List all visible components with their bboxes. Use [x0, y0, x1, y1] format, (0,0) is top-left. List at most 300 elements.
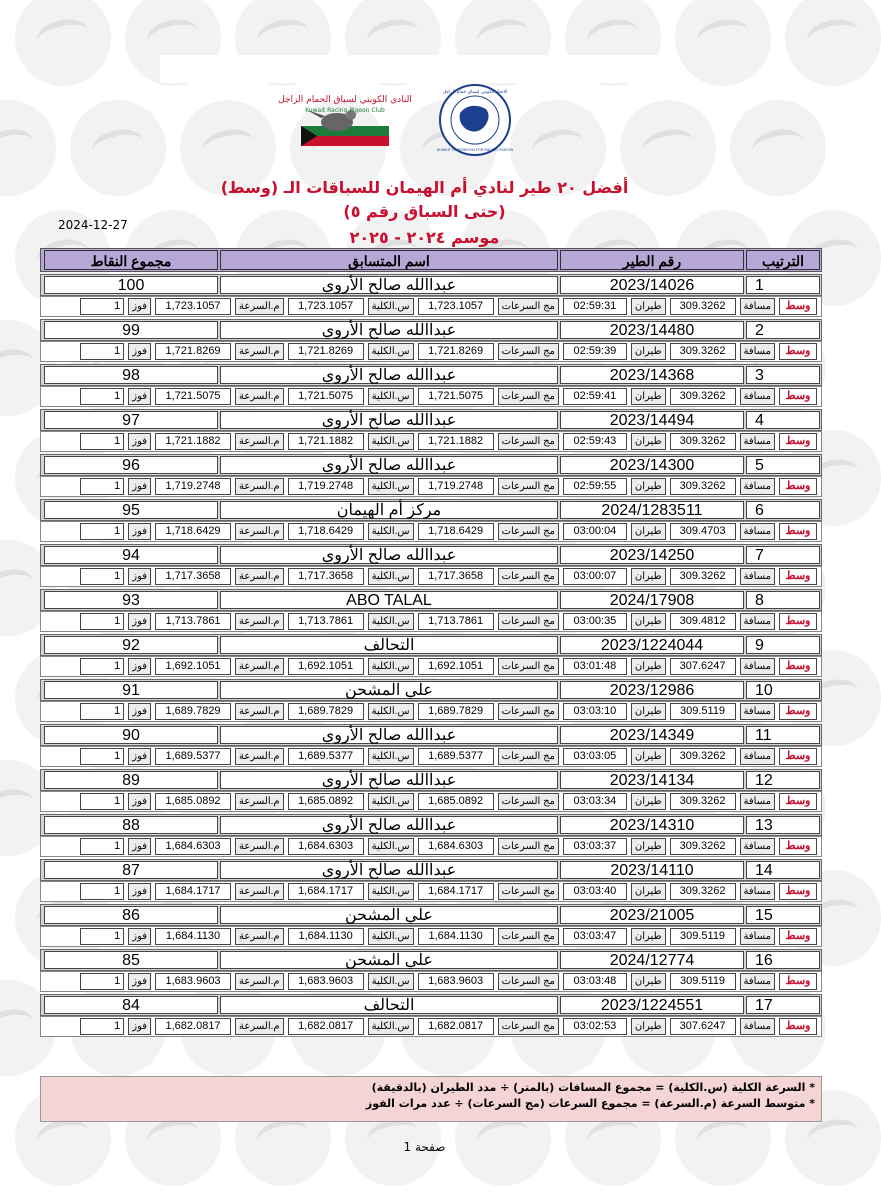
wins-cell: 1 — [80, 343, 124, 360]
bird-number-cell: 2023/14110 — [560, 861, 744, 879]
sum-speeds-label: مج السرعات — [498, 838, 559, 855]
entry-main-row — [40, 994, 822, 1016]
wins-cell: 1 — [80, 793, 124, 810]
rank-cell: 4 — [746, 411, 820, 429]
page-number: صفحة 1 — [403, 1140, 446, 1154]
header-total-points: مجموع النقاط — [44, 250, 218, 270]
distance-label: مسافة — [740, 613, 775, 630]
total-speed-cell: 1,685.0892 — [288, 793, 364, 810]
wins-cell: 1 — [80, 523, 124, 540]
avg-speed-cell: 1,713.7861 — [155, 613, 231, 630]
flight-label: طيران — [631, 613, 666, 630]
flight-time-cell: 02:59:55 — [563, 478, 627, 495]
rank-cell: 11 — [746, 726, 820, 744]
distance-label: مسافة — [740, 433, 775, 450]
flight-time-cell: 03:03:48 — [563, 973, 627, 990]
rank-cell: 7 — [746, 546, 820, 564]
table-row — [40, 814, 822, 857]
entry-detail-row — [40, 521, 822, 542]
flight-label: طيران — [631, 883, 666, 900]
sum-speeds-label: مج السرعات — [498, 703, 559, 720]
region-cell: وسط — [779, 748, 817, 765]
distance-cell: 309.3262 — [670, 388, 736, 405]
sum-speeds-label: مج السرعات — [498, 568, 559, 585]
points-cell: 91 — [44, 681, 218, 699]
rank-cell: 16 — [746, 951, 820, 969]
total-speed-cell: 1,721.1882 — [288, 433, 364, 450]
avg-speed-label: م.السرعة — [235, 433, 284, 450]
entry-main-row — [40, 274, 822, 296]
points-cell: 86 — [44, 906, 218, 924]
wins-cell: 1 — [80, 298, 124, 315]
bird-number-cell: 2023/14026 — [560, 276, 744, 294]
avg-speed-label: م.السرعة — [235, 703, 284, 720]
entry-main-row — [40, 679, 822, 701]
wins-cell: 1 — [80, 703, 124, 720]
region-cell: وسط — [779, 838, 817, 855]
region-cell: وسط — [779, 793, 817, 810]
table-row — [40, 454, 822, 497]
distance-cell: 309.3262 — [670, 478, 736, 495]
sum-speeds-cell: 1,683.9603 — [418, 973, 494, 990]
svg-text:النادي الكويتي لسباق الحمام ال: النادي الكويتي لسباق الحمام الزاجل — [278, 95, 412, 105]
sum-speeds-cell: 1,713.7861 — [418, 613, 494, 630]
wins-label: فوز — [128, 388, 151, 405]
flight-label: طيران — [631, 388, 666, 405]
sum-speeds-label: مج السرعات — [498, 793, 559, 810]
flight-time-cell: 03:00:04 — [563, 523, 627, 540]
total-speed-label: س.الكلية — [368, 928, 414, 945]
avg-speed-label: م.السرعة — [235, 613, 284, 630]
distance-cell: 309.4812 — [670, 613, 736, 630]
avg-speed-cell: 1,685.0892 — [155, 793, 231, 810]
wins-label: فوز — [128, 883, 151, 900]
points-cell: 98 — [44, 366, 218, 384]
wins-label: فوز — [128, 748, 151, 765]
sum-speeds-label: مج السرعات — [498, 658, 559, 675]
table-header — [40, 248, 822, 272]
wins-label: فوز — [128, 1018, 151, 1035]
points-cell: 93 — [44, 591, 218, 609]
region-cell: وسط — [779, 1018, 817, 1035]
total-speed-label: س.الكلية — [368, 433, 414, 450]
wins-label: فوز — [128, 928, 151, 945]
distance-label: مسافة — [740, 568, 775, 585]
total-speed-cell: 1,684.1717 — [288, 883, 364, 900]
points-cell: 89 — [44, 771, 218, 789]
avg-speed-label: م.السرعة — [235, 388, 284, 405]
sum-speeds-label: مج السرعات — [498, 973, 559, 990]
wins-label: فوز — [128, 343, 151, 360]
avg-speed-cell: 1,721.5075 — [155, 388, 231, 405]
distance-cell: 309.3262 — [670, 883, 736, 900]
note-average-speed: * متوسط السرعة (م.السرعة) = مجموع السرعات (مج السرعات) ÷ عدد مرات الفوز — [365, 1097, 815, 1110]
table-row — [40, 589, 822, 632]
sum-speeds-cell: 1,721.8269 — [418, 343, 494, 360]
total-speed-cell: 1,683.9603 — [288, 973, 364, 990]
competitor-name-cell: عبداالله صالح الأروي — [220, 456, 558, 474]
entry-detail-row — [40, 881, 822, 902]
wins-label: فوز — [128, 523, 151, 540]
points-cell: 100 — [44, 276, 218, 294]
distance-label: مسافة — [740, 838, 775, 855]
points-cell: 88 — [44, 816, 218, 834]
flight-label: طيران — [631, 973, 666, 990]
competitor-name-cell: عبداالله صالح الأروي — [220, 771, 558, 789]
entry-main-row — [40, 634, 822, 656]
total-speed-cell: 1,713.7861 — [288, 613, 364, 630]
formula-notes — [40, 1076, 822, 1122]
flight-label: طيران — [631, 523, 666, 540]
entry-main-row — [40, 589, 822, 611]
bird-number-cell: 2023/14300 — [560, 456, 744, 474]
table-row — [40, 994, 822, 1037]
entry-main-row — [40, 949, 822, 971]
avg-speed-cell: 1,683.9603 — [155, 973, 231, 990]
redacted-area — [160, 55, 672, 83]
avg-speed-label: م.السرعة — [235, 928, 284, 945]
sum-speeds-cell: 1,689.7829 — [418, 703, 494, 720]
avg-speed-cell: 1,717.3658 — [155, 568, 231, 585]
total-speed-label: س.الكلية — [368, 703, 414, 720]
wins-label: فوز — [128, 838, 151, 855]
competitor-name-cell: عبداالله صالح الأروي — [220, 816, 558, 834]
sum-speeds-cell: 1,721.1882 — [418, 433, 494, 450]
sum-speeds-label: مج السرعات — [498, 1018, 559, 1035]
avg-speed-label: م.السرعة — [235, 478, 284, 495]
entry-detail-row — [40, 431, 822, 452]
entry-detail-row — [40, 791, 822, 812]
bird-number-cell: 2023/14494 — [560, 411, 744, 429]
table-row — [40, 544, 822, 587]
competitor-name-cell: التحالف — [220, 636, 558, 654]
total-speed-label: س.الكلية — [368, 613, 414, 630]
table-row — [40, 949, 822, 992]
sum-speeds-label: مج السرعات — [498, 478, 559, 495]
total-speed-cell: 1,682.0817 — [288, 1018, 364, 1035]
sum-speeds-cell: 1,685.0892 — [418, 793, 494, 810]
avg-speed-cell: 1,692.1051 — [155, 658, 231, 675]
entry-detail-row — [40, 926, 822, 947]
rank-cell: 8 — [746, 591, 820, 609]
flight-time-cell: 03:01:48 — [563, 658, 627, 675]
avg-speed-label: م.السرعة — [235, 838, 284, 855]
entry-detail-row — [40, 836, 822, 857]
rank-cell: 17 — [746, 996, 820, 1014]
wins-cell: 1 — [80, 568, 124, 585]
wins-cell: 1 — [80, 388, 124, 405]
wins-label: فوز — [128, 568, 151, 585]
flight-time-cell: 03:03:34 — [563, 793, 627, 810]
distance-label: مسافة — [740, 883, 775, 900]
total-speed-label: س.الكلية — [368, 523, 414, 540]
competitor-name-cell: علي المشحن — [220, 681, 558, 699]
distance-label: مسافة — [740, 478, 775, 495]
flight-label: طيران — [631, 658, 666, 675]
distance-label: مسافة — [740, 523, 775, 540]
entry-detail-row — [40, 656, 822, 677]
bird-number-cell: 2023/14368 — [560, 366, 744, 384]
region-cell: وسط — [779, 928, 817, 945]
total-speed-cell: 1,719.2748 — [288, 478, 364, 495]
competitor-name-cell: عبداالله صالح الأروي — [220, 546, 558, 564]
competitor-name-cell: علي المشحن — [220, 951, 558, 969]
total-speed-label: س.الكلية — [368, 1018, 414, 1035]
sum-speeds-label: مج السرعات — [498, 748, 559, 765]
entry-main-row — [40, 319, 822, 341]
distance-label: مسافة — [740, 703, 775, 720]
table-row — [40, 904, 822, 947]
points-cell: 94 — [44, 546, 218, 564]
avg-speed-cell: 1,689.5377 — [155, 748, 231, 765]
header-rank: الترتيب — [746, 250, 820, 270]
bird-number-cell: 2023/1224044 — [560, 636, 744, 654]
table-row — [40, 724, 822, 767]
entry-main-row — [40, 859, 822, 881]
flight-label: طيران — [631, 748, 666, 765]
bird-number-cell: 2023/14134 — [560, 771, 744, 789]
entry-detail-row — [40, 746, 822, 767]
entry-main-row — [40, 769, 822, 791]
distance-cell: 309.3262 — [670, 748, 736, 765]
points-cell: 85 — [44, 951, 218, 969]
wins-label: فوز — [128, 478, 151, 495]
points-cell: 99 — [44, 321, 218, 339]
report-subtitle: (حتى السباق رقم ٥) — [343, 202, 506, 221]
flight-time-cell: 02:59:41 — [563, 388, 627, 405]
bird-number-cell: 2023/1224551 — [560, 996, 744, 1014]
total-speed-label: س.الكلية — [368, 388, 414, 405]
wins-label: فوز — [128, 433, 151, 450]
bird-number-cell: 2023/21005 — [560, 906, 744, 924]
total-speed-cell: 1,718.6429 — [288, 523, 364, 540]
competitor-name-cell: مركز أم الهيمان — [220, 501, 558, 519]
bird-number-cell: 2023/14250 — [560, 546, 744, 564]
wins-cell: 1 — [80, 973, 124, 990]
entry-main-row — [40, 499, 822, 521]
distance-label: مسافة — [740, 388, 775, 405]
entry-detail-row — [40, 296, 822, 317]
bird-number-cell: 2024/12774 — [560, 951, 744, 969]
entry-detail-row — [40, 341, 822, 362]
total-speed-label: س.الكلية — [368, 343, 414, 360]
competitor-name-cell: عبداالله صالح الأروي — [220, 276, 558, 294]
header-competitor-name: اسم المتسابق — [220, 250, 558, 270]
region-cell: وسط — [779, 703, 817, 720]
avg-speed-label: م.السرعة — [235, 343, 284, 360]
distance-cell: 309.4703 — [670, 523, 736, 540]
competitor-name-cell: عبداالله صالح الأروي — [220, 321, 558, 339]
distance-label: مسافة — [740, 928, 775, 945]
competitor-name-cell: التحالف — [220, 996, 558, 1014]
sum-speeds-label: مج السرعات — [498, 388, 559, 405]
bird-number-cell: 2023/14310 — [560, 816, 744, 834]
distance-label: مسافة — [740, 1018, 775, 1035]
points-cell: 97 — [44, 411, 218, 429]
flight-label: طيران — [631, 568, 666, 585]
region-cell: وسط — [779, 973, 817, 990]
total-speed-label: س.الكلية — [368, 838, 414, 855]
table-row — [40, 319, 822, 362]
points-cell: 92 — [44, 636, 218, 654]
rankings-table — [40, 248, 822, 1039]
distance-cell: 309.3262 — [670, 568, 736, 585]
flight-time-cell: 03:02:53 — [563, 1018, 627, 1035]
total-speed-label: س.الكلية — [368, 568, 414, 585]
sum-speeds-cell: 1,682.0817 — [418, 1018, 494, 1035]
flight-time-cell: 02:59:39 — [563, 343, 627, 360]
total-speed-label: س.الكلية — [368, 883, 414, 900]
total-speed-cell: 1,689.7829 — [288, 703, 364, 720]
wins-label: فوز — [128, 298, 151, 315]
region-cell: وسط — [779, 613, 817, 630]
table-row — [40, 679, 822, 722]
distance-label: مسافة — [740, 343, 775, 360]
wins-label: فوز — [128, 793, 151, 810]
sum-speeds-cell: 1,692.1051 — [418, 658, 494, 675]
entry-main-row — [40, 364, 822, 386]
flight-time-cell: 03:03:40 — [563, 883, 627, 900]
distance-cell: 309.3262 — [670, 433, 736, 450]
distance-label: مسافة — [740, 793, 775, 810]
total-speed-label: س.الكلية — [368, 658, 414, 675]
sum-speeds-cell: 1,717.3658 — [418, 568, 494, 585]
competitor-name-cell: ABO TALAL — [220, 591, 558, 609]
entry-detail-row — [40, 386, 822, 407]
wins-cell: 1 — [80, 478, 124, 495]
distance-label: مسافة — [740, 298, 775, 315]
points-cell: 90 — [44, 726, 218, 744]
rank-cell: 2 — [746, 321, 820, 339]
distance-cell: 309.3262 — [670, 793, 736, 810]
flight-time-cell: 03:00:07 — [563, 568, 627, 585]
svg-text:Kuwait Racing Pigeon Club: Kuwait Racing Pigeon Club — [305, 107, 385, 114]
region-cell: وسط — [779, 298, 817, 315]
region-cell: وسط — [779, 433, 817, 450]
competitor-name-cell: عبداالله صالح الأروي — [220, 726, 558, 744]
region-cell: وسط — [779, 388, 817, 405]
total-speed-label: س.الكلية — [368, 973, 414, 990]
entry-main-row — [40, 544, 822, 566]
rank-cell: 5 — [746, 456, 820, 474]
sum-speeds-cell: 1,723.1057 — [418, 298, 494, 315]
bird-number-cell: 2024/1283511 — [560, 501, 744, 519]
bird-number-cell: 2024/17908 — [560, 591, 744, 609]
competitor-name-cell: علي المشحن — [220, 906, 558, 924]
entry-main-row — [40, 409, 822, 431]
total-speed-label: س.الكلية — [368, 298, 414, 315]
wins-cell: 1 — [80, 838, 124, 855]
wins-cell: 1 — [80, 883, 124, 900]
flight-time-cell: 02:59:43 — [563, 433, 627, 450]
club-logo-icon — [278, 88, 412, 158]
table-row — [40, 364, 822, 407]
wins-label: فوز — [128, 973, 151, 990]
rank-cell: 9 — [746, 636, 820, 654]
distance-cell: 309.5119 — [670, 928, 736, 945]
region-cell: وسط — [779, 658, 817, 675]
flight-label: طيران — [631, 298, 666, 315]
table-row — [40, 634, 822, 677]
rank-cell: 1 — [746, 276, 820, 294]
sum-speeds-cell: 1,684.6303 — [418, 838, 494, 855]
sum-speeds-cell: 1,684.1717 — [418, 883, 494, 900]
entry-detail-row — [40, 1016, 822, 1037]
entry-main-row — [40, 814, 822, 836]
total-speed-cell: 1,717.3658 — [288, 568, 364, 585]
wins-cell: 1 — [80, 928, 124, 945]
svg-text:الاتحاد الكويتي لسباق حمام الز: الاتحاد الكويتي لسباق حمام الزاجل — [442, 90, 508, 95]
avg-speed-cell: 1,718.6429 — [155, 523, 231, 540]
table-row — [40, 859, 822, 902]
total-speed-cell: 1,723.1057 — [288, 298, 364, 315]
avg-speed-cell: 1,721.8269 — [155, 343, 231, 360]
flight-time-cell: 03:03:37 — [563, 838, 627, 855]
total-speed-cell: 1,689.5377 — [288, 748, 364, 765]
bird-number-cell: 2023/14480 — [560, 321, 744, 339]
distance-label: مسافة — [740, 658, 775, 675]
rank-cell: 10 — [746, 681, 820, 699]
wins-cell: 1 — [80, 433, 124, 450]
flight-label: طيران — [631, 1018, 666, 1035]
distance-cell: 307.6247 — [670, 1018, 736, 1035]
flight-label: طيران — [631, 343, 666, 360]
flight-time-cell: 03:03:05 — [563, 748, 627, 765]
avg-speed-cell: 1,682.0817 — [155, 1018, 231, 1035]
region-cell: وسط — [779, 883, 817, 900]
region-cell: وسط — [779, 523, 817, 540]
total-speed-label: س.الكلية — [368, 793, 414, 810]
distance-cell: 309.3262 — [670, 343, 736, 360]
competitor-name-cell: عبداالله صالح الأروي — [220, 366, 558, 384]
sum-speeds-cell: 1,721.5075 — [418, 388, 494, 405]
wins-cell: 1 — [80, 748, 124, 765]
sum-speeds-label: مج السرعات — [498, 928, 559, 945]
flight-time-cell: 02:59:31 — [563, 298, 627, 315]
avg-speed-cell: 1,723.1057 — [155, 298, 231, 315]
flight-time-cell: 03:03:47 — [563, 928, 627, 945]
distance-cell: 309.3262 — [670, 838, 736, 855]
wins-cell: 1 — [80, 1018, 124, 1035]
wins-label: فوز — [128, 658, 151, 675]
rank-cell: 15 — [746, 906, 820, 924]
avg-speed-label: م.السرعة — [235, 1018, 284, 1035]
distance-cell: 309.5119 — [670, 973, 736, 990]
avg-speed-label: م.السرعة — [235, 298, 284, 315]
flight-time-cell: 03:00:35 — [563, 613, 627, 630]
sum-speeds-label: مج السرعات — [498, 433, 559, 450]
sum-speeds-label: مج السرعات — [498, 883, 559, 900]
entry-detail-row — [40, 701, 822, 722]
report-title: أفضل ٢٠ طير لنادي أم الهيمان للسباقات الـ (وسط) — [220, 178, 629, 197]
entry-main-row — [40, 454, 822, 476]
table-row — [40, 769, 822, 812]
avg-speed-label: م.السرعة — [235, 793, 284, 810]
table-row — [40, 274, 822, 317]
total-speed-cell: 1,692.1051 — [288, 658, 364, 675]
avg-speed-label: م.السرعة — [235, 883, 284, 900]
sum-speeds-label: مج السرعات — [498, 298, 559, 315]
avg-speed-label: م.السرعة — [235, 523, 284, 540]
federation-logo-icon — [438, 83, 512, 157]
bird-number-cell: 2023/12986 — [560, 681, 744, 699]
sum-speeds-cell: 1,689.5377 — [418, 748, 494, 765]
table-row — [40, 409, 822, 452]
avg-speed-label: م.السرعة — [235, 568, 284, 585]
wins-label: فوز — [128, 703, 151, 720]
points-cell: 87 — [44, 861, 218, 879]
avg-speed-cell: 1,684.1130 — [155, 928, 231, 945]
